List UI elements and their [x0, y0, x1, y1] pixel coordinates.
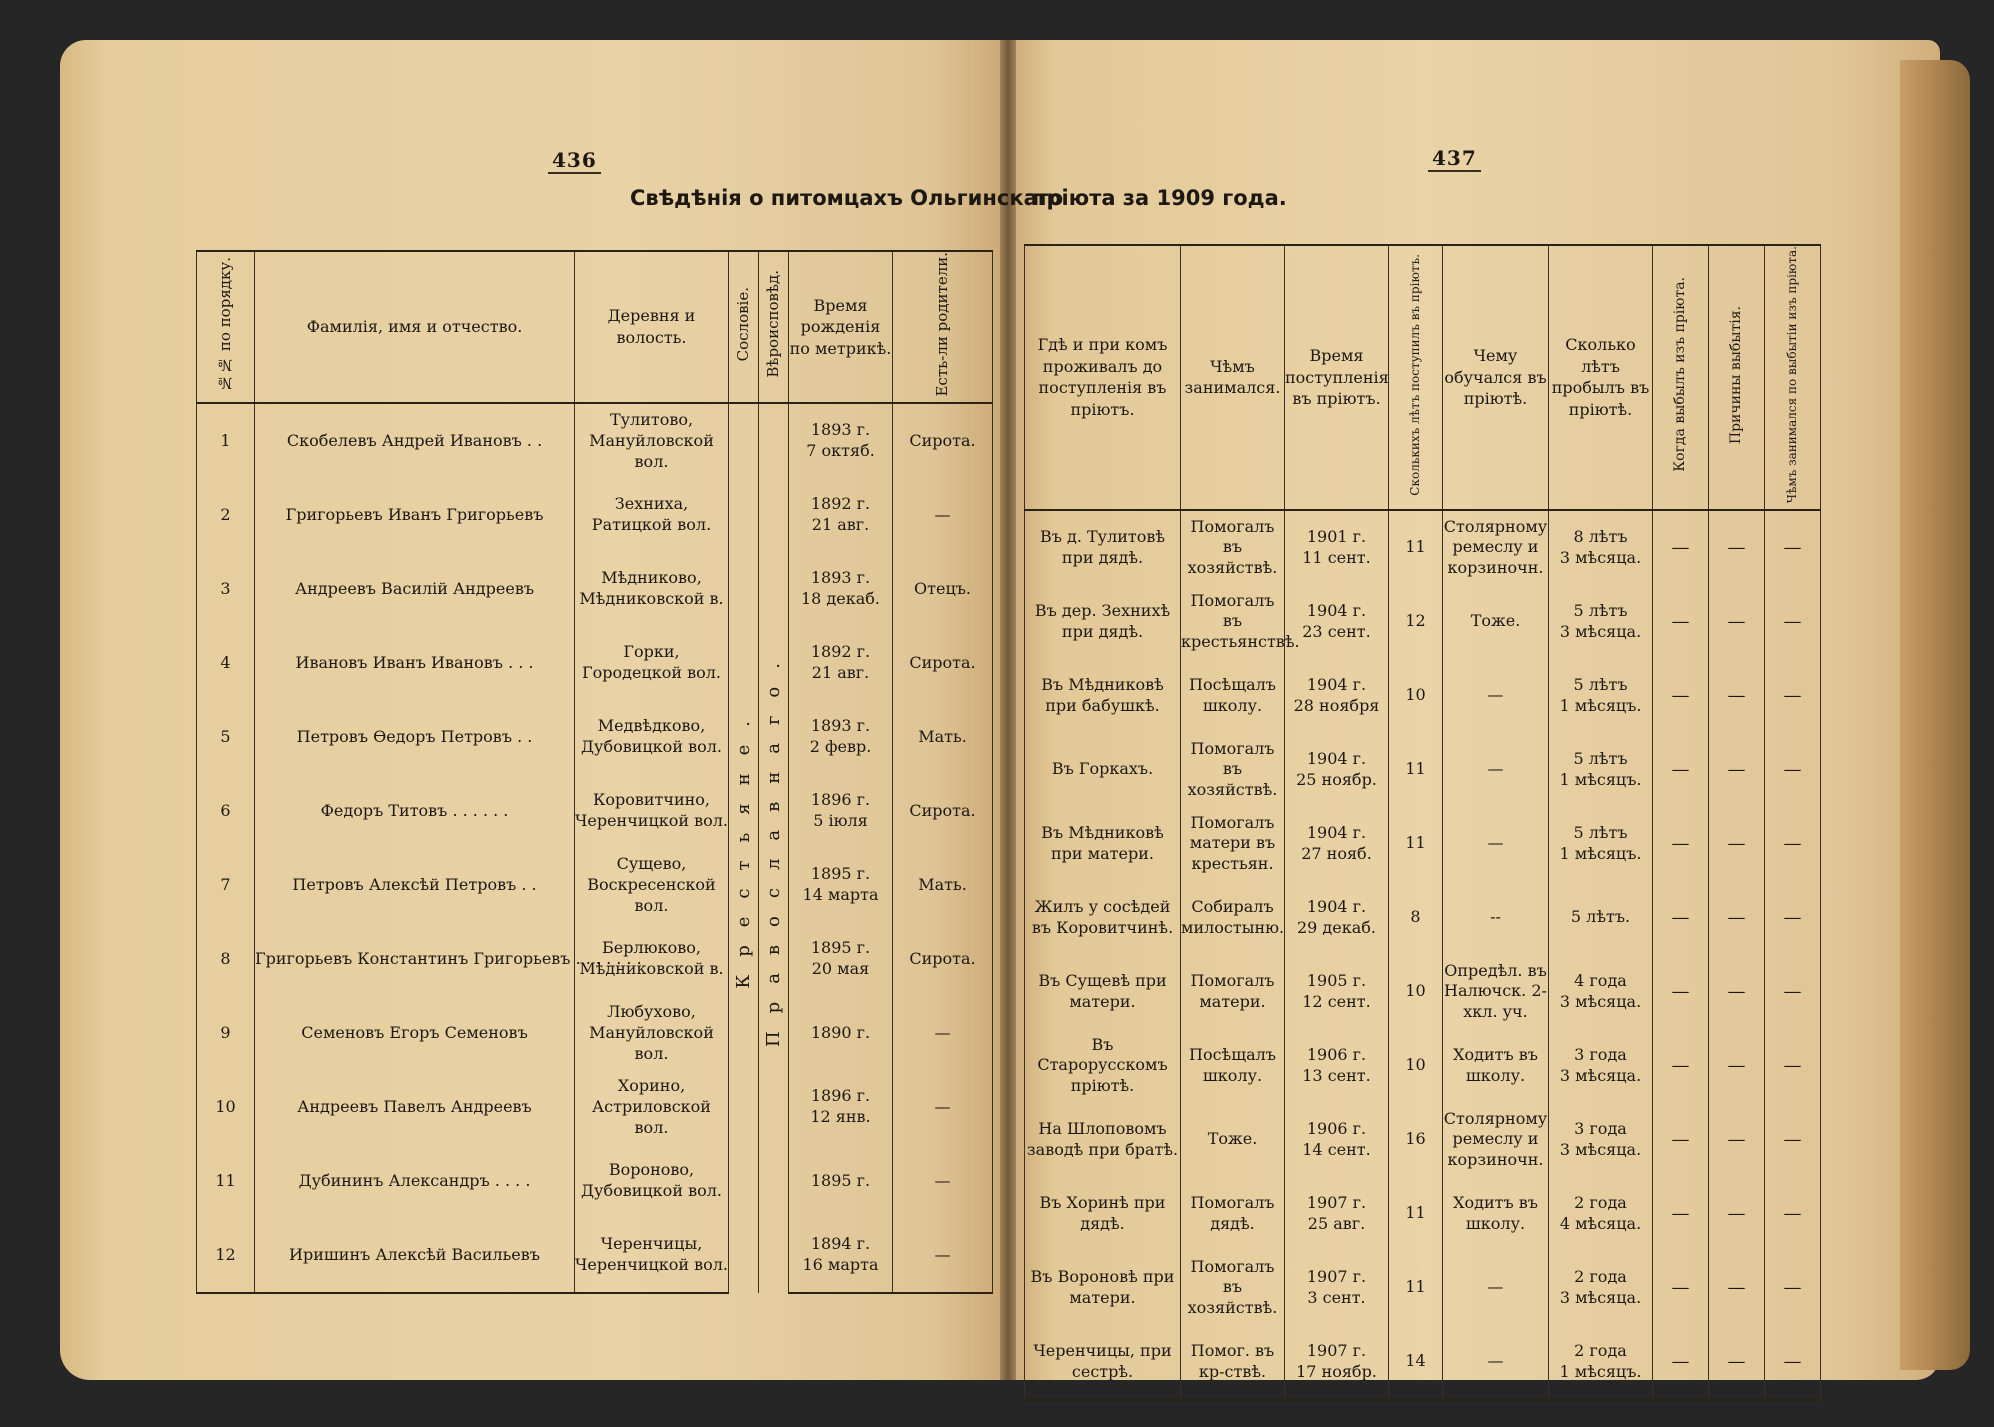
header-village: Деревня и волость. [575, 251, 729, 403]
child-name: Иришинъ Алексѣй Васильевъ [255, 1218, 575, 1293]
occupation: Помог. въ кр-ствѣ. [1181, 1325, 1285, 1400]
studied: Столярному ремеслу и корзиночн. [1443, 1103, 1549, 1177]
table-row [1025, 510, 1821, 585]
table-row [1025, 659, 1821, 733]
header-estate: Сословіе. [729, 251, 759, 403]
after-leaving: — [1765, 955, 1821, 1029]
years-in-shelter: 5 лѣтъ. [1549, 881, 1653, 955]
header-num: №№ по порядку. [197, 251, 255, 403]
table-row [197, 1218, 993, 1293]
table-row [197, 700, 993, 774]
table-row [1025, 955, 1821, 1029]
studied: — [1443, 1325, 1549, 1400]
birth-date: 1893 г. 7 октяб. [789, 403, 893, 478]
parents: — [893, 1070, 993, 1144]
child-name: Андреевъ Василій Андреевъ [255, 552, 575, 626]
title-left: Свѣдѣнія о питомцахъ Ольгинскаго [630, 186, 1064, 210]
row-number: 4 [197, 626, 255, 700]
table-row [1025, 881, 1821, 955]
child-name: Федоръ Титовъ . . . . . . [255, 774, 575, 848]
left-when: — [1653, 1103, 1709, 1177]
years-in-shelter: 2 года 3 мѣсяца. [1549, 1251, 1653, 1325]
table-row [197, 996, 993, 1070]
leave-reason: — [1709, 955, 1765, 1029]
admission-date: 1906 г. 13 сент. [1285, 1029, 1389, 1103]
table-row [197, 1144, 993, 1218]
lived-with: Въ дер. Зехнихѣ при дядѣ. [1025, 585, 1181, 659]
village: Зехниха, Ратицкой вол. [575, 478, 729, 552]
header-birth: Время рожденія по метрикѣ. [789, 251, 893, 403]
admission-date: 1907 г. 3 сент. [1285, 1251, 1389, 1325]
left-page-number: 436 [548, 148, 601, 174]
leave-reason: — [1709, 585, 1765, 659]
parents: — [893, 996, 993, 1070]
village: Медвѣдково, Дубовицкой вол. [575, 700, 729, 774]
lived-with: Въ Горкахъ. [1025, 733, 1181, 807]
header-left-when: Когда выбылъ изъ пріюта. [1653, 245, 1709, 510]
table-row [1025, 585, 1821, 659]
row-number: 3 [197, 552, 255, 626]
religion-text: Православнаго. [762, 644, 784, 1047]
parents: Сирота. [893, 774, 993, 848]
table-row [1025, 733, 1821, 807]
right-table [1024, 244, 1821, 1401]
title-right: пріюта за 1909 года. [1032, 186, 1287, 210]
studied: Опредѣл. въ Налючск. 2-хкл. уч. [1443, 955, 1549, 1029]
left-table [196, 250, 993, 1294]
after-leaving: — [1765, 1103, 1821, 1177]
leave-reason: — [1709, 1325, 1765, 1400]
admission-date: 1906 г. 14 сент. [1285, 1103, 1389, 1177]
birth-date: 1890 г. [789, 996, 893, 1070]
occupation: Помогалъ въ хозяйствѣ. [1181, 510, 1285, 585]
table-row [1025, 1103, 1821, 1177]
admission-date: 1904 г. 23 сент. [1285, 585, 1389, 659]
row-number: 8 [197, 922, 255, 996]
header-years: Сколько лѣтъ пробылъ въ пріютѣ. [1549, 245, 1653, 510]
lived-with: Въ Хоринѣ при дядѣ. [1025, 1177, 1181, 1251]
years-in-shelter: 5 лѣтъ 1 мѣсяцъ. [1549, 659, 1653, 733]
header-admission: Время поступленія въ пріютъ. [1285, 245, 1389, 510]
header-parents: Есть-ли родители. [893, 251, 993, 403]
village: Сущево, Воскресенской вол. [575, 848, 729, 922]
leave-reason: — [1709, 1103, 1765, 1177]
header-age: Сколькихъ лѣтъ поступилъ въ пріютъ. [1389, 245, 1443, 510]
left-when: — [1653, 510, 1709, 585]
table-row [1025, 807, 1821, 881]
right-header-row [1025, 245, 1821, 510]
birth-date: 1893 г. 2 февр. [789, 700, 893, 774]
row-number: 5 [197, 700, 255, 774]
birth-date: 1895 г. [789, 1144, 893, 1218]
years-in-shelter: 3 года 3 мѣсяца. [1549, 1029, 1653, 1103]
admission-age: 11 [1389, 510, 1443, 585]
lived-with: Въ Сущевѣ при матери. [1025, 955, 1181, 1029]
parents: Мать. [893, 848, 993, 922]
lived-with: Въ д. Тулитовѣ при дядѣ. [1025, 510, 1181, 585]
left-when: — [1653, 1029, 1709, 1103]
child-name: Ивановъ Иванъ Ивановъ . . . [255, 626, 575, 700]
page-edges [1900, 60, 1970, 1370]
birth-date: 1892 г. 21 авг. [789, 626, 893, 700]
years-in-shelter: 2 года 4 мѣсяца. [1549, 1177, 1653, 1251]
admission-age: 16 [1389, 1103, 1443, 1177]
years-in-shelter: 4 года 3 мѣсяца. [1549, 955, 1653, 1029]
lived-with: Въ Старорусскомъ пріютѣ. [1025, 1029, 1181, 1103]
parents: Мать. [893, 700, 993, 774]
admission-age: 14 [1389, 1325, 1443, 1400]
row-number: 2 [197, 478, 255, 552]
after-leaving: — [1765, 510, 1821, 585]
studied: — [1443, 1251, 1549, 1325]
after-leaving: — [1765, 1251, 1821, 1325]
header-religion: Вѣроисповѣд. [759, 251, 789, 403]
child-name: Дубининъ Александръ . . . . [255, 1144, 575, 1218]
table-row [1025, 1029, 1821, 1103]
left-when: — [1653, 955, 1709, 1029]
occupation: Помогалъ матери въ крестьян. [1181, 807, 1285, 881]
village: Вороново, Дубовицкой вол. [575, 1144, 729, 1218]
left-when: — [1653, 659, 1709, 733]
leave-reason: — [1709, 733, 1765, 807]
studied: — [1443, 807, 1549, 881]
table-row [1025, 1177, 1821, 1251]
birth-date: 1896 г. 12 янв. [789, 1070, 893, 1144]
studied: Тоже. [1443, 585, 1549, 659]
after-leaving: — [1765, 1029, 1821, 1103]
row-number: 10 [197, 1070, 255, 1144]
after-leaving: — [1765, 733, 1821, 807]
studied: Столярному ремеслу и корзиночн. [1443, 510, 1549, 585]
admission-age: 12 [1389, 585, 1443, 659]
after-leaving: — [1765, 659, 1821, 733]
left-when: — [1653, 733, 1709, 807]
table-row [197, 922, 993, 996]
table-row [197, 774, 993, 848]
occupation: Тоже. [1181, 1103, 1285, 1177]
table-row [197, 1070, 993, 1144]
years-in-shelter: 8 лѣтъ 3 мѣсяца. [1549, 510, 1653, 585]
row-number: 11 [197, 1144, 255, 1218]
row-number: 12 [197, 1218, 255, 1293]
leave-reason: — [1709, 1029, 1765, 1103]
parents: Сирота. [893, 626, 993, 700]
village: Черенчицы, Черенчицкой вол. [575, 1218, 729, 1293]
header-lived: Гдѣ и при комъ проживалъ до поступленія въ пріютъ. [1025, 245, 1181, 510]
occupation: Посѣщалъ школу. [1181, 659, 1285, 733]
birth-date: 1895 г. 14 марта [789, 848, 893, 922]
village: Коровитчино, Черенчицкой вол. [575, 774, 729, 848]
village: Берлюково, Мѣдниковской в. [575, 922, 729, 996]
admission-age: 8 [1389, 881, 1443, 955]
left-header-row [197, 251, 993, 403]
table-row [197, 552, 993, 626]
village: Хорино, Астриловской вол. [575, 1070, 729, 1144]
studied: Ходитъ въ школу. [1443, 1029, 1549, 1103]
book-gutter [1000, 40, 1016, 1380]
after-leaving: — [1765, 1325, 1821, 1400]
admission-age: 10 [1389, 1029, 1443, 1103]
occupation: Помогалъ въ крестьянствѣ. [1181, 585, 1285, 659]
leave-reason: — [1709, 1177, 1765, 1251]
row-number: 1 [197, 403, 255, 478]
table-row [1025, 1251, 1821, 1325]
village: Любухово, Мануйловской вол. [575, 996, 729, 1070]
left-when: — [1653, 1325, 1709, 1400]
studied: — [1443, 733, 1549, 807]
admission-date: 1904 г. 27 нояб. [1285, 807, 1389, 881]
years-in-shelter: 3 года 3 мѣсяца. [1549, 1103, 1653, 1177]
child-name: Семеновъ Егоръ Семеновъ [255, 996, 575, 1070]
header-after: Чѣмъ занимался по выбытіи изъ пріюта. [1765, 245, 1821, 510]
left-when: — [1653, 881, 1709, 955]
child-name: Скобелевъ Андрей Ивановъ . . [255, 403, 575, 478]
lived-with: Черенчицы, при сестрѣ. [1025, 1325, 1181, 1400]
years-in-shelter: 2 года 1 мѣсяцъ. [1549, 1325, 1653, 1400]
admission-age: 10 [1389, 955, 1443, 1029]
admission-date: 1904 г. 28 ноября [1285, 659, 1389, 733]
years-in-shelter: 5 лѣтъ 1 мѣсяцъ. [1549, 733, 1653, 807]
admission-date: 1907 г. 25 авг. [1285, 1177, 1389, 1251]
admission-date: 1905 г. 12 сент. [1285, 955, 1389, 1029]
child-name: Григорьевъ Константинъ Григорьевъ . . . . . . . [255, 922, 575, 996]
birth-date: 1894 г. 16 марта [789, 1218, 893, 1293]
header-reason: Причины выбытія. [1709, 245, 1765, 510]
merged-estate [729, 403, 759, 1293]
admission-age: 10 [1389, 659, 1443, 733]
child-name: Петровъ Алексѣй Петровъ . . [255, 848, 575, 922]
admission-date: 1904 г. 25 ноябр. [1285, 733, 1389, 807]
occupation: Посѣщалъ школу. [1181, 1029, 1285, 1103]
row-number: 7 [197, 848, 255, 922]
birth-date: 1893 г. 18 декаб. [789, 552, 893, 626]
parents: — [893, 478, 993, 552]
table-row [1025, 1325, 1821, 1400]
admission-date: 1901 г. 11 сент. [1285, 510, 1389, 585]
lived-with: Въ Вороновѣ при матери. [1025, 1251, 1181, 1325]
parents: Отецъ. [893, 552, 993, 626]
leave-reason: — [1709, 1251, 1765, 1325]
row-number: 6 [197, 774, 255, 848]
header-name: Фамилія, имя и отчество. [255, 251, 575, 403]
occupation: Помогалъ матери. [1181, 955, 1285, 1029]
lived-with: Въ Мѣдниковѣ при матери. [1025, 807, 1181, 881]
occupation: Помогалъ въ хозяйствѣ. [1181, 733, 1285, 807]
table-row [197, 848, 993, 922]
table-row [197, 403, 993, 478]
child-name: Андреевъ Павелъ Андреевъ [255, 1070, 575, 1144]
village: Горки, Городецкой вол. [575, 626, 729, 700]
table-row [197, 478, 993, 552]
left-when: — [1653, 585, 1709, 659]
studied: — [1443, 659, 1549, 733]
admission-age: 11 [1389, 1177, 1443, 1251]
estate-text: Крестьяне. [732, 702, 754, 989]
years-in-shelter: 5 лѣтъ 3 мѣсяца. [1549, 585, 1653, 659]
parents: Сирота. [893, 922, 993, 996]
admission-date: 1904 г. 29 декаб. [1285, 881, 1389, 955]
parents: — [893, 1144, 993, 1218]
studied: -- [1443, 881, 1549, 955]
years-in-shelter: 5 лѣтъ 1 мѣсяцъ. [1549, 807, 1653, 881]
merged-religion [759, 403, 789, 1293]
parents: Сирота. [893, 403, 993, 478]
leave-reason: — [1709, 510, 1765, 585]
left-when: — [1653, 807, 1709, 881]
right-page-number: 437 [1428, 146, 1481, 172]
admission-age: 11 [1389, 1251, 1443, 1325]
after-leaving: — [1765, 1177, 1821, 1251]
header-studied: Чему обучался въ пріютѣ. [1443, 245, 1549, 510]
birth-date: 1896 г. 5 іюля [789, 774, 893, 848]
child-name: Петровъ Ѳедоръ Петровъ . . [255, 700, 575, 774]
admission-age: 11 [1389, 807, 1443, 881]
admission-date: 1907 г. 17 ноябр. [1285, 1325, 1389, 1400]
leave-reason: — [1709, 659, 1765, 733]
table-row [197, 626, 993, 700]
occupation: Помогалъ дядѣ. [1181, 1177, 1285, 1251]
occupation: Собиралъ милостыню. [1181, 881, 1285, 955]
row-number: 9 [197, 996, 255, 1070]
admission-age: 11 [1389, 733, 1443, 807]
header-occupation: Чѣмъ занимался. [1181, 245, 1285, 510]
village: Мѣдниково, Мѣдниковской в. [575, 552, 729, 626]
lived-with: Жилъ у сосѣдей въ Коровитчинѣ. [1025, 881, 1181, 955]
birth-date: 1895 г. 20 мая [789, 922, 893, 996]
left-when: — [1653, 1177, 1709, 1251]
after-leaving: — [1765, 585, 1821, 659]
child-name: Григорьевъ Иванъ Григорьевъ [255, 478, 575, 552]
leave-reason: — [1709, 807, 1765, 881]
lived-with: Въ Мѣдниковѣ при бабушкѣ. [1025, 659, 1181, 733]
village: Тулитово, Мануйловской вол. [575, 403, 729, 478]
studied: Ходитъ въ школу. [1443, 1177, 1549, 1251]
after-leaving: — [1765, 807, 1821, 881]
after-leaving: — [1765, 881, 1821, 955]
birth-date: 1892 г. 21 авг. [789, 478, 893, 552]
lived-with: На Шлоповомъ заводѣ при братѣ. [1025, 1103, 1181, 1177]
occupation: Помогалъ въ хозяйствѣ. [1181, 1251, 1285, 1325]
parents: — [893, 1218, 993, 1293]
leave-reason: — [1709, 881, 1765, 955]
left-when: — [1653, 1251, 1709, 1325]
